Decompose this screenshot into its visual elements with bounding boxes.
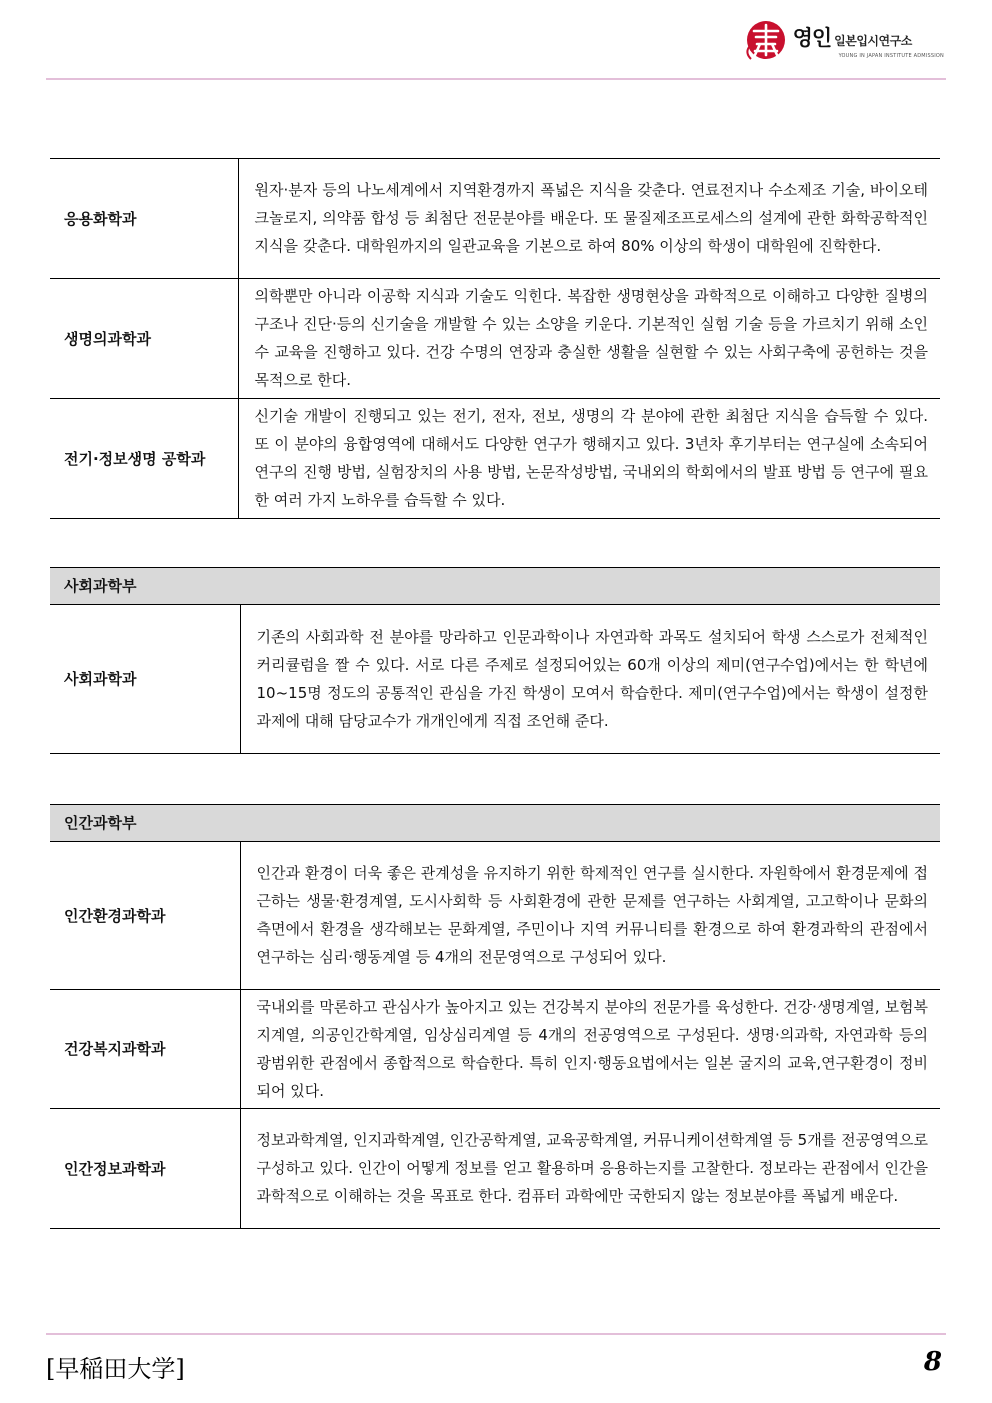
department-description: 의학뿐만 아니라 이공학 지식과 기술도 익힌다. 복잡한 생명현상을 과학적으로 이해하고 다양한 질병의 구조나 진단·등의 신기술을 개발할 수 있는 소양을 키운다. 기본적인 실험 기술 등을 가르치기 위해 소인수 교육을 진행하고 있다. 건강 수명의 연장과 충실한 생활을 실현할 수 있는 사회구축에 공헌하는 것을 목적으로 한다. xyxy=(238,279,940,399)
table-row xyxy=(50,159,940,279)
header-divider xyxy=(46,78,946,80)
department-description: 국내외를 막론하고 관심사가 높아지고 있는 건강복지 분야의 전문가를 육성한다. 건강·생명계열, 보험복지계열, 의공인간학계열, 임상심리계열 등 4개의 전공영역으로 구성된다. 생명·의과학, 자연과학 등의 광범위한 관점에서 종합적으로 학습한다. 특히 인지·행동요법에서는 일본 굴지의 교육,연구환경이 정비되어 있다. xyxy=(240,990,940,1109)
logo-emblem-icon xyxy=(743,17,789,63)
department-name: 생명의과학과 xyxy=(50,279,238,399)
department-description: 신기술 개발이 진행되고 있는 전기, 전자, 전보, 생명의 각 분야에 관한 최첨단 지식을 습득할 수 있다. 또 이 분야의 융합영역에 대해서도 다양한 연구가 행해지고 있다. 3년차 후기부터는 연구실에 소속되어 연구의 진행 방법, 실험장치의 사용 방법, 논문작성방법, 국내외의 학회에서의 발표 방법 등 연구에 필요한 여러 가지 노하우를 습득할 수 있다. xyxy=(238,399,940,519)
department-description: 정보과학계열, 인지과학계열, 인간공학계열, 교육공학계열, 커뮤니케이션학계열 등 5개를 전공영역으로 구성하고 있다. 인간이 어떻게 정보를 얻고 활용하며 응용하는지를 고찰한다. 정보라는 관점에서 인간을 과학적으로 이해하는 것을 목표로 한다. 컴퓨터 과학에만 국한되지 않는 정보분야를 폭넓게 배운다. xyxy=(240,1109,940,1229)
table-row xyxy=(50,990,940,1109)
department-description: 원자·분자 등의 나노세계에서 지역환경까지 폭넓은 지식을 갖춘다. 연료전지나 수소제조 기술, 바이오테크놀로지, 의약품 합성 등 최첨단 전문분야를 배운다. 또 물질제조프로세스의 설계에 관한 화학공학적인 지식을 갖춘다. 대학원까지의 일관교육을 기본으로 하여 80% 이상의 학생이 대학원에 진학한다. xyxy=(238,159,940,279)
department-table-3 xyxy=(50,804,940,1229)
logo-subtitle: 일본입시연구소 xyxy=(834,33,912,48)
department-name: 인간정보과학과 xyxy=(50,1109,240,1229)
footer-divider xyxy=(46,1333,946,1335)
table-row xyxy=(50,842,940,990)
section-header-row xyxy=(50,568,940,605)
department-name: 사회과학과 xyxy=(50,605,240,754)
department-name: 건강복지과학과 xyxy=(50,990,240,1109)
section-title: 사회과학부 xyxy=(50,568,940,605)
department-name: 전기·정보생명 공학과 xyxy=(50,399,238,519)
table-row xyxy=(50,279,940,399)
department-name: 응용화학과 xyxy=(50,159,238,279)
department-table-1 xyxy=(50,158,940,519)
table-row xyxy=(50,399,940,519)
department-table-2 xyxy=(50,567,940,754)
section-title: 인간과학부 xyxy=(50,805,940,842)
logo-name: 영인 xyxy=(792,25,832,50)
table-row xyxy=(50,1109,940,1229)
page-number: 8 xyxy=(923,1347,942,1377)
footer-university-title: [早稲田大学] xyxy=(46,1355,185,1383)
department-description: 기존의 사회과학 전 분야를 망라하고 인문과학이나 자연과학 과목도 설치되어 학생 스스로가 전체적인 커리큘럼을 짤 수 있다. 서로 다른 주제로 설정되어있는 60개 이상의 제미(연구수업)에서는 한 학년에 10~15명 정도의 공통적인 관심을 가진 학생이 모여서 학습한다. 제미(연구수업)에서는 학생이 설정한 과제에 대해 담당교수가 개개인에게 직접 조언해 준다. xyxy=(240,605,940,754)
department-name: 인간환경과학과 xyxy=(50,842,240,990)
section-header-row xyxy=(50,805,940,842)
table-row xyxy=(50,605,940,754)
institute-logo xyxy=(743,16,944,64)
department-description: 인간과 환경이 더욱 좋은 관계성을 유지하기 위한 학제적인 연구를 실시한다. 자원학에서 환경문제에 접근하는 생물·환경계열, 도시사회학 등 사회환경에 관한 문제를 연구하는 사회계열, 고고학이나 문화의 측면에서 환경을 생각해보는 문화계열, 주민이나 지역 커뮤니티를 환경으로 하여 환경과학의 관점에서 연구하는 심리·행동계열 등 4개의 전문영역으로 구성되어 있다. xyxy=(240,842,940,990)
logo-english-name: YOUNG IN JAPAN INSTITUTE ADMISSION xyxy=(838,52,944,59)
